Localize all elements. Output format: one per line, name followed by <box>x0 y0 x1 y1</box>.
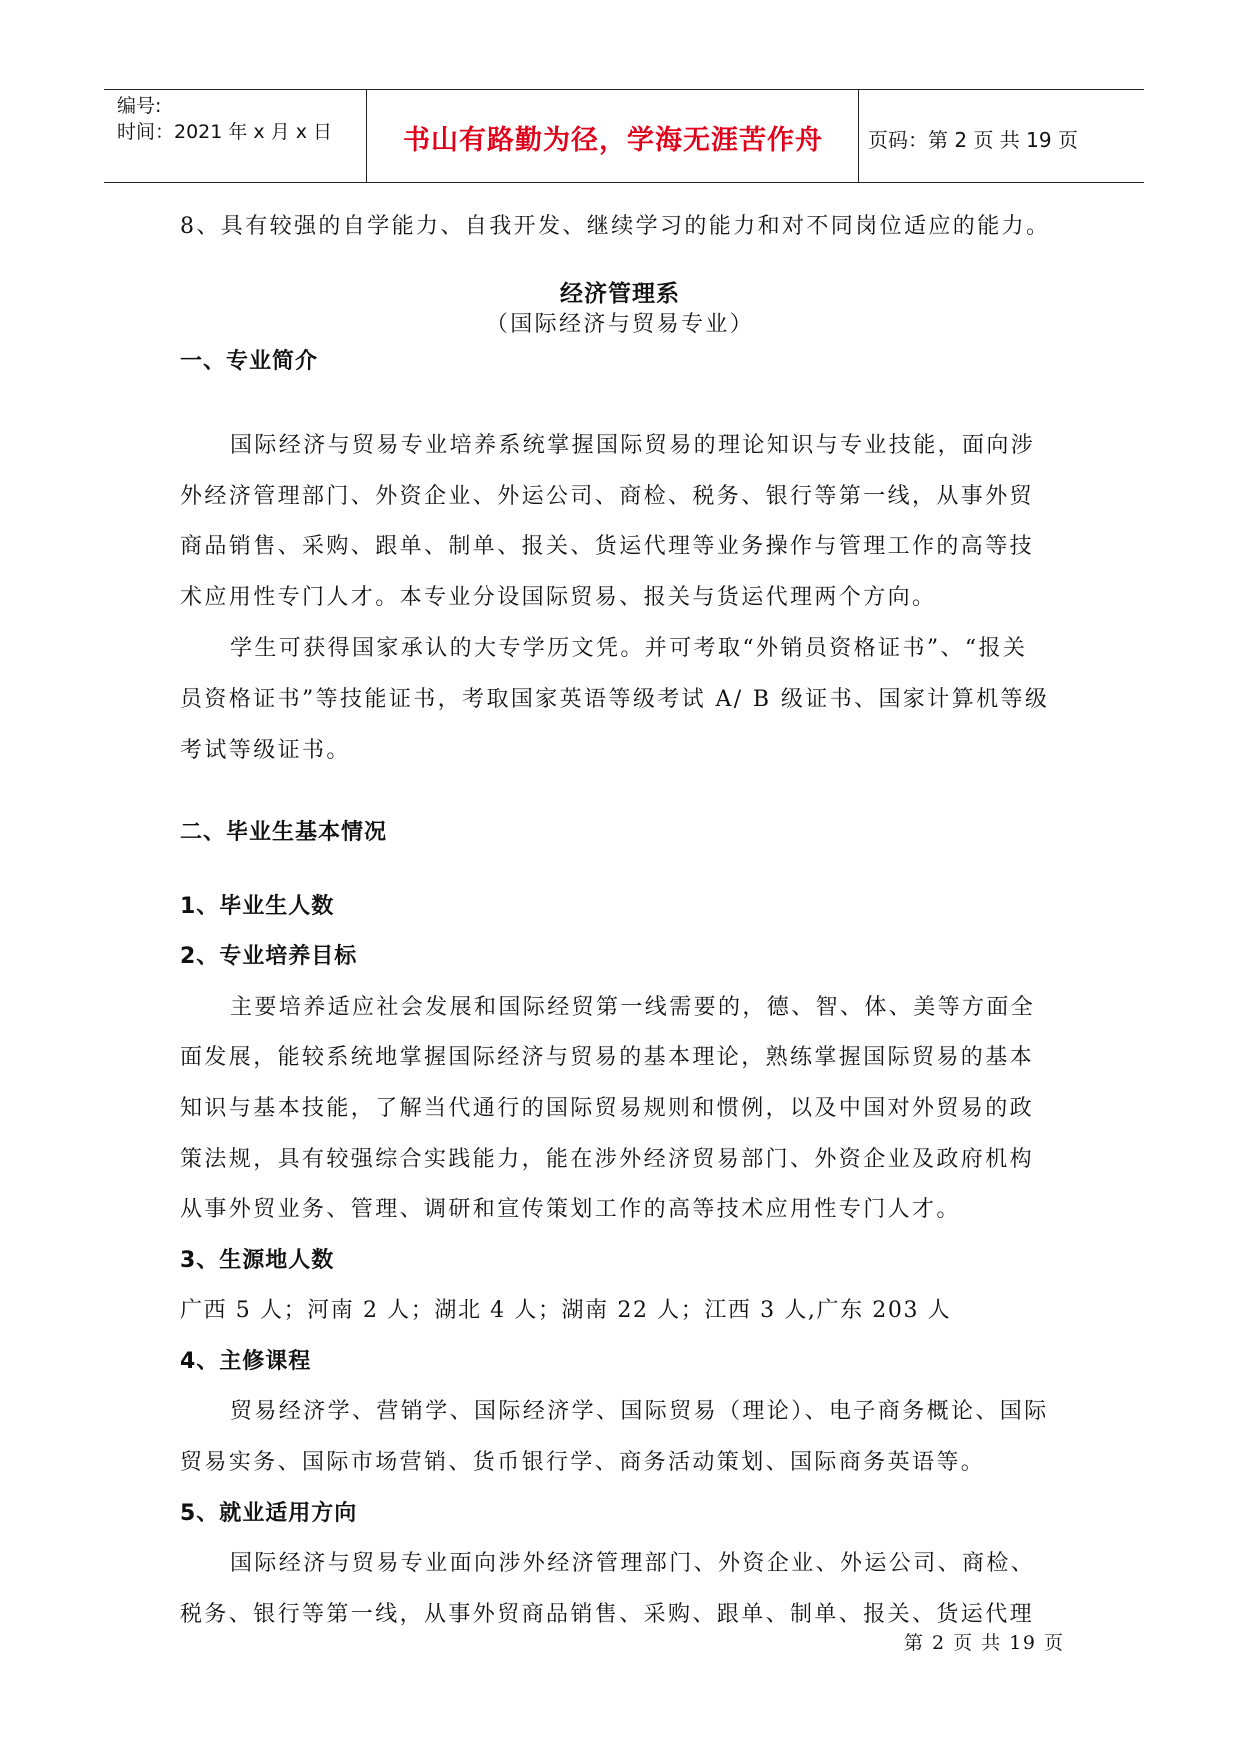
employment-line: 税务、银行等第一线，从事外贸商品销售、采购、跟单、制单、报关、货运代理 <box>180 1602 1035 1627</box>
header-page-code: 页码：第 2 页 共 19 页 <box>868 128 1078 152</box>
header-divider-left <box>366 89 367 182</box>
section-heading-graduates: 二、毕业生基本情况 <box>180 820 388 845</box>
section-heading-intro: 一、专业简介 <box>180 349 319 374</box>
goal-line: 主要培养适应社会发展和国际经贸第一线需要的，德、智、体、美等方面全 <box>230 995 1036 1020</box>
certificate-line: 考试等级证书。 <box>180 738 351 763</box>
item-heading-employment: 5、就业适用方向 <box>180 1501 358 1526</box>
header-number-label: 编号: <box>117 95 162 117</box>
item-heading-courses: 4、主修课程 <box>180 1349 312 1374</box>
previous-item-line: 8、具有较强的自学能力、自我开发、继续学习的能力和对不同岗位适应的能力。 <box>180 214 1051 239</box>
department-title: 经济管理系 <box>560 281 680 307</box>
header-motto: 书山有路勤为径，学海无涯苦作舟 <box>403 125 823 156</box>
source-counts-line: 广西 5 人；河南 2 人；湖北 4 人；湖南 22 人；江西 3 人,广东 203 人 <box>180 1298 952 1323</box>
certificate-line: 学生可获得国家承认的大专学历文凭。并可考取“外销员资格证书”、“报关 <box>230 636 1028 661</box>
header-divider-right <box>858 89 859 182</box>
item-heading-source: 3、生源地人数 <box>180 1248 335 1273</box>
course-line: 贸易经济学、营销学、国际经济学、国际贸易（理论）、电子商务概论、国际 <box>230 1399 1049 1424</box>
header-bottom-rule <box>104 182 1144 183</box>
certificate-line: 员资格证书”等技能证书，考取国家英语等级考试 A/ B 级证书、国家计算机等级 <box>180 687 1050 712</box>
employment-line: 国际经济与贸易专业面向涉外经济管理部门、外资企业、外运公司、商检、 <box>230 1551 1036 1576</box>
item-heading-count: 1、毕业生人数 <box>180 894 335 919</box>
department-subtitle: （国际经济与贸易专业） <box>485 312 755 337</box>
item-heading-goal: 2、专业培养目标 <box>180 944 358 969</box>
header-time-label: 时间：2021 年 x 月 x 日 <box>117 121 333 143</box>
intro-line: 国际经济与贸易专业培养系统掌握国际贸易的理论知识与专业技能，面向涉 <box>230 433 1036 458</box>
goal-line: 知识与基本技能，了解当代通行的国际贸易规则和惯例，以及中国对外贸易的政 <box>180 1096 1035 1121</box>
goal-line: 从事外贸业务、管理、调研和宣传策划工作的高等技术应用性专门人才。 <box>180 1197 961 1222</box>
footer-page-number: 第 2 页 共 19 页 <box>904 1632 1065 1654</box>
course-line: 贸易实务、国际市场营销、货币银行学、商务活动策划、国际商务英语等。 <box>180 1450 986 1475</box>
intro-line: 商品销售、采购、跟单、制单、报关、货运代理等业务操作与管理工作的高等技 <box>180 534 1035 559</box>
intro-line: 外经济管理部门、外资企业、外运公司、商检、税务、银行等第一线，从事外贸 <box>180 484 1035 509</box>
goal-line: 面发展，能较系统地掌握国际经济与贸易的基本理论，熟练掌握国际贸易的基本 <box>180 1045 1035 1070</box>
header-top-rule <box>104 89 1144 90</box>
goal-line: 策法规，具有较强综合实践能力，能在涉外经济贸易部门、外资企业及政府机构 <box>180 1147 1035 1172</box>
header-meta <box>117 93 332 145</box>
intro-line: 术应用性专门人才。本专业分设国际贸易、报关与货运代理两个方向。 <box>180 585 937 610</box>
